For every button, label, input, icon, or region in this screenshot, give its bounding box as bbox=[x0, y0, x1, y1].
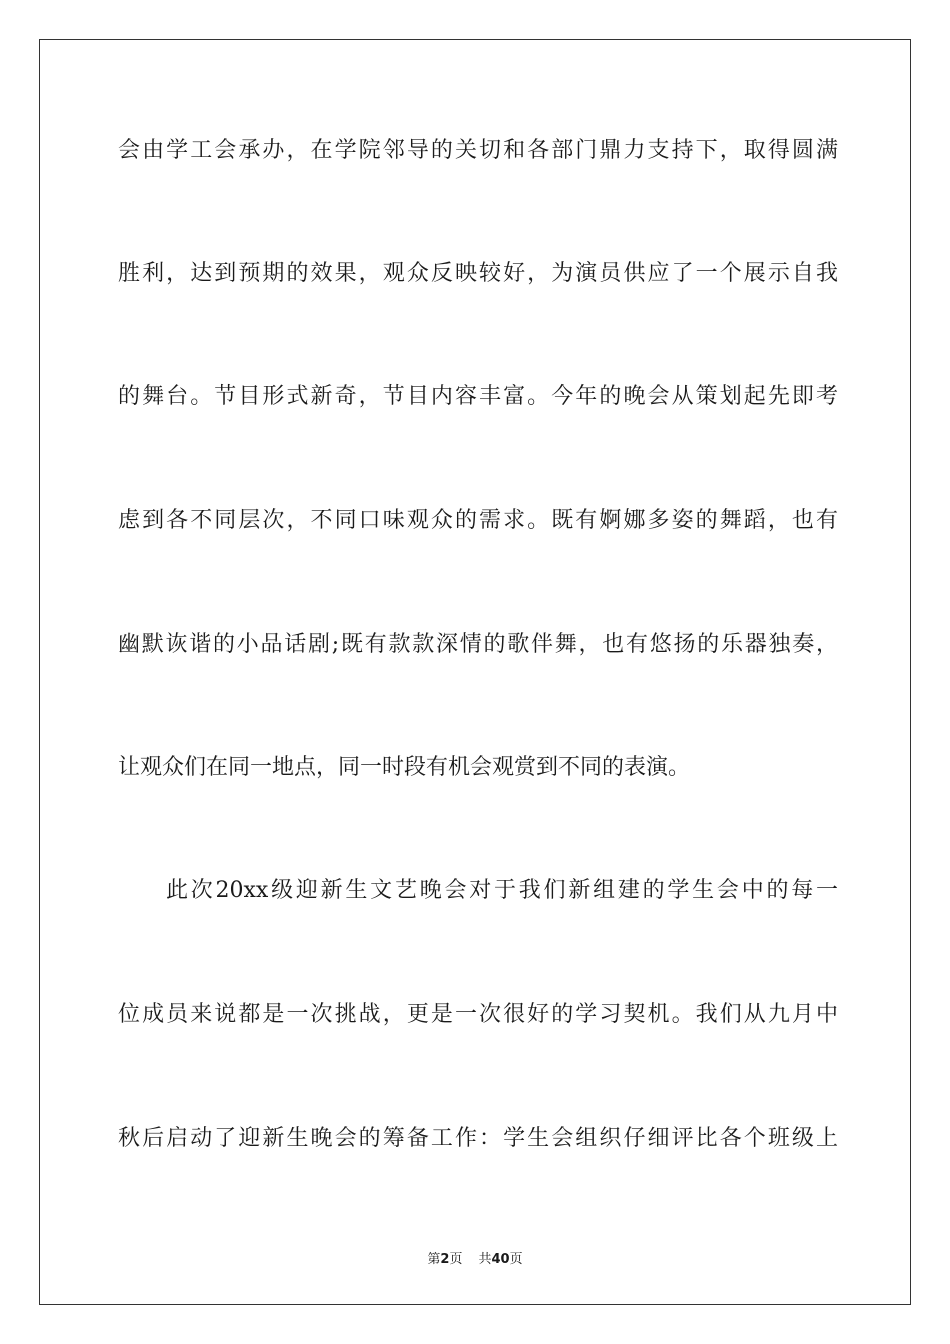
body-text-line: 位成员来说都是一次挑战，更是一次很好的学习契机。我们从九月中 bbox=[118, 1002, 838, 1027]
total-suffix: 页 bbox=[509, 1252, 523, 1267]
body-text-line: 让观众们在同一地点，同一时段有机会观赏到不同的表演。 bbox=[118, 755, 691, 780]
total-pages: 40 bbox=[491, 1252, 510, 1267]
body-text-line: 幽默诙谐的小品话剧;既有款款深情的歌伴舞，也有悠扬的乐器独奏， bbox=[118, 632, 838, 657]
total-prefix: 共 bbox=[478, 1252, 492, 1267]
body-text-line: 胜利，达到预期的效果，观众反映较好，为演员供应了一个展示自我 bbox=[118, 261, 838, 286]
page-prefix: 第 bbox=[427, 1252, 441, 1267]
body-text-line: 的舞台。节目形式新奇，节目内容丰富。今年的晚会从策划起先即考 bbox=[118, 384, 838, 409]
body-text-line: 秋后启动了迎新生晚会的筹备工作：学生会组织仔细评比各个班级上 bbox=[118, 1126, 838, 1151]
page-border bbox=[39, 39, 911, 1305]
paragraph-first-line: 此次20xx级迎新生文艺晚会对于我们新组建的学生会中的每一 bbox=[166, 878, 838, 903]
body-text-line: 会由学工会承办，在学院邻导的关切和各部门鼎力支持下，取得圆满 bbox=[118, 138, 838, 163]
page-number: 2 bbox=[440, 1252, 450, 1267]
page-suffix: 页 bbox=[449, 1252, 463, 1267]
body-text-line: 虑到各不同层次，不同口味观众的需求。既有婀娜多姿的舞蹈，也有 bbox=[118, 508, 838, 533]
page-footer bbox=[0, 1248, 950, 1267]
